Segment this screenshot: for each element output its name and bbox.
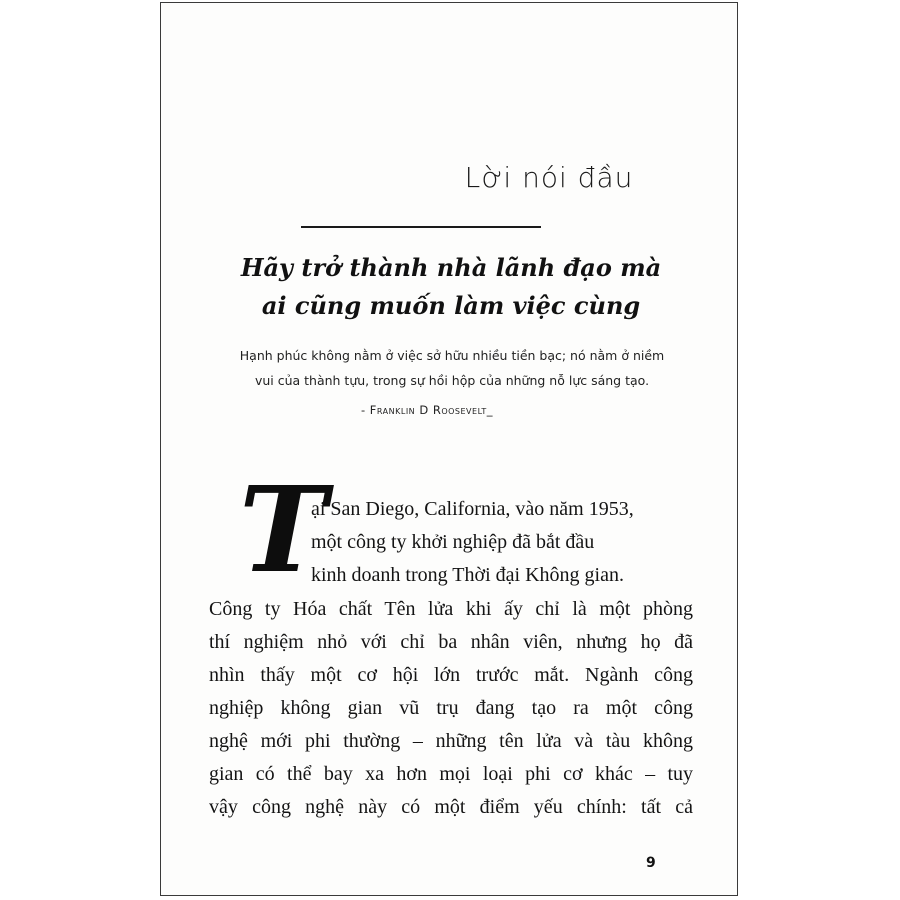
body-line: nghiệp không gian vũ trụ đang tạo ra một công — [209, 697, 693, 719]
body-line: Công ty Hóa chất Tên lửa khi ấy chỉ là một phòng — [209, 598, 693, 620]
quote-attribution: - Franklin D Roosevelt_ — [361, 403, 494, 417]
epigraph-quote — [219, 343, 685, 393]
body-line: ại San Diego, California, vào năm 1953, — [311, 498, 634, 520]
book-page — [160, 2, 738, 896]
page-number: 9 — [646, 855, 656, 871]
quote-line-1: Hạnh phúc không nằm ở việc sở hữu nhiều tiền bạc; nó nằm ở niềm — [239, 348, 665, 363]
body-line: nghệ mới phi thường – những tên lửa và tàu không — [209, 730, 693, 752]
chapter-headline — [221, 249, 681, 325]
body-line: thí nghiệm nhỏ với chỉ ba nhân viên, nhưng họ đã — [209, 631, 693, 653]
body-line: một công ty khởi nghiệp đã bắt đầu — [311, 531, 595, 553]
section-title: Lời nói đầu — [464, 161, 634, 194]
body-line: vậy công nghệ này có một điểm yếu chính: tất cả — [209, 796, 693, 818]
quote-line-2: vui của thành tựu, trong sự hồi hộp của những nỗ lực sáng tạo. — [254, 373, 650, 388]
headline-line-1: Hãy trở thành nhà lãnh đạo mà — [240, 253, 662, 282]
drop-cap: T — [239, 460, 327, 599]
headline-line-2: ai cũng muốn làm việc cùng — [261, 291, 641, 320]
body-line: kinh doanh trong Thời đại Không gian. — [311, 564, 624, 586]
body-line: gian có thể bay xa hơn mọi loại phi cơ khác – tuy — [209, 763, 693, 785]
body-line: nhìn thấy một cơ hội lớn trước mắt. Ngành công — [209, 664, 693, 686]
title-underline — [301, 226, 541, 228]
